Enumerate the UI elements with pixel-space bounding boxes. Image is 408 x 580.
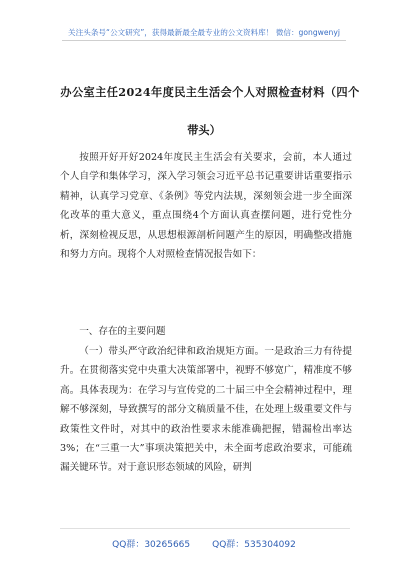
- footer-divider: [60, 528, 350, 529]
- header-divider: [62, 40, 346, 41]
- footer-qq-group-2: QQ群：535304092: [212, 540, 296, 550]
- section-heading: 一、存在的主要问题: [79, 326, 166, 337]
- footer-contact: [0, 537, 408, 550]
- document-title: 办公室主任2024年度民主生活会个人对照检查材料（四个: [60, 85, 360, 99]
- header-promo-note: 关注头条号“公文研究”，获得最新最全最专业的公文资料库！ 微信：gongwenyj: [68, 28, 340, 37]
- body-paragraph: （一）带头严守政治纪律和政治规矩方面。一是政治三力有待提升。在贯彻落实党中央重大决策部署中，视野不够宽广，精准度不够高。具体表现为：在学习与宣传党的二十届三中全会精神过程中，理解不够深刻，导致撰写的部分文稿质量不佳，在处理上级重要文件与政策性文件时，对其中的政治性要求未能准确把握，错漏检出率达3%；在“三重一大”事项决策把关中，未全面考虑政治要求，可能疏漏关键环节。对于意识形态领域的风险，研判: [60, 346, 352, 474]
- intro-paragraph: 按照开好开好2024年度民主生活会有关要求，会前，本人通过个人自学和集体学习，深入学习领会习近平总书记重要讲话重要指示精神，认真学习党章、《条例》等党内法规，深刻领会进一步全面深化改革的重大意义，重点围绕4个方面认真查摆问题，进行党性分析，深刻检视反思，从思想根源剖析问题产生的原因，明确整改措施和努力方向。现将个人对照检查情况报告如下：: [60, 152, 352, 261]
- footer-qq-group-1: QQ群：30265665: [112, 540, 191, 550]
- document-title-continued: 带头）: [187, 123, 221, 137]
